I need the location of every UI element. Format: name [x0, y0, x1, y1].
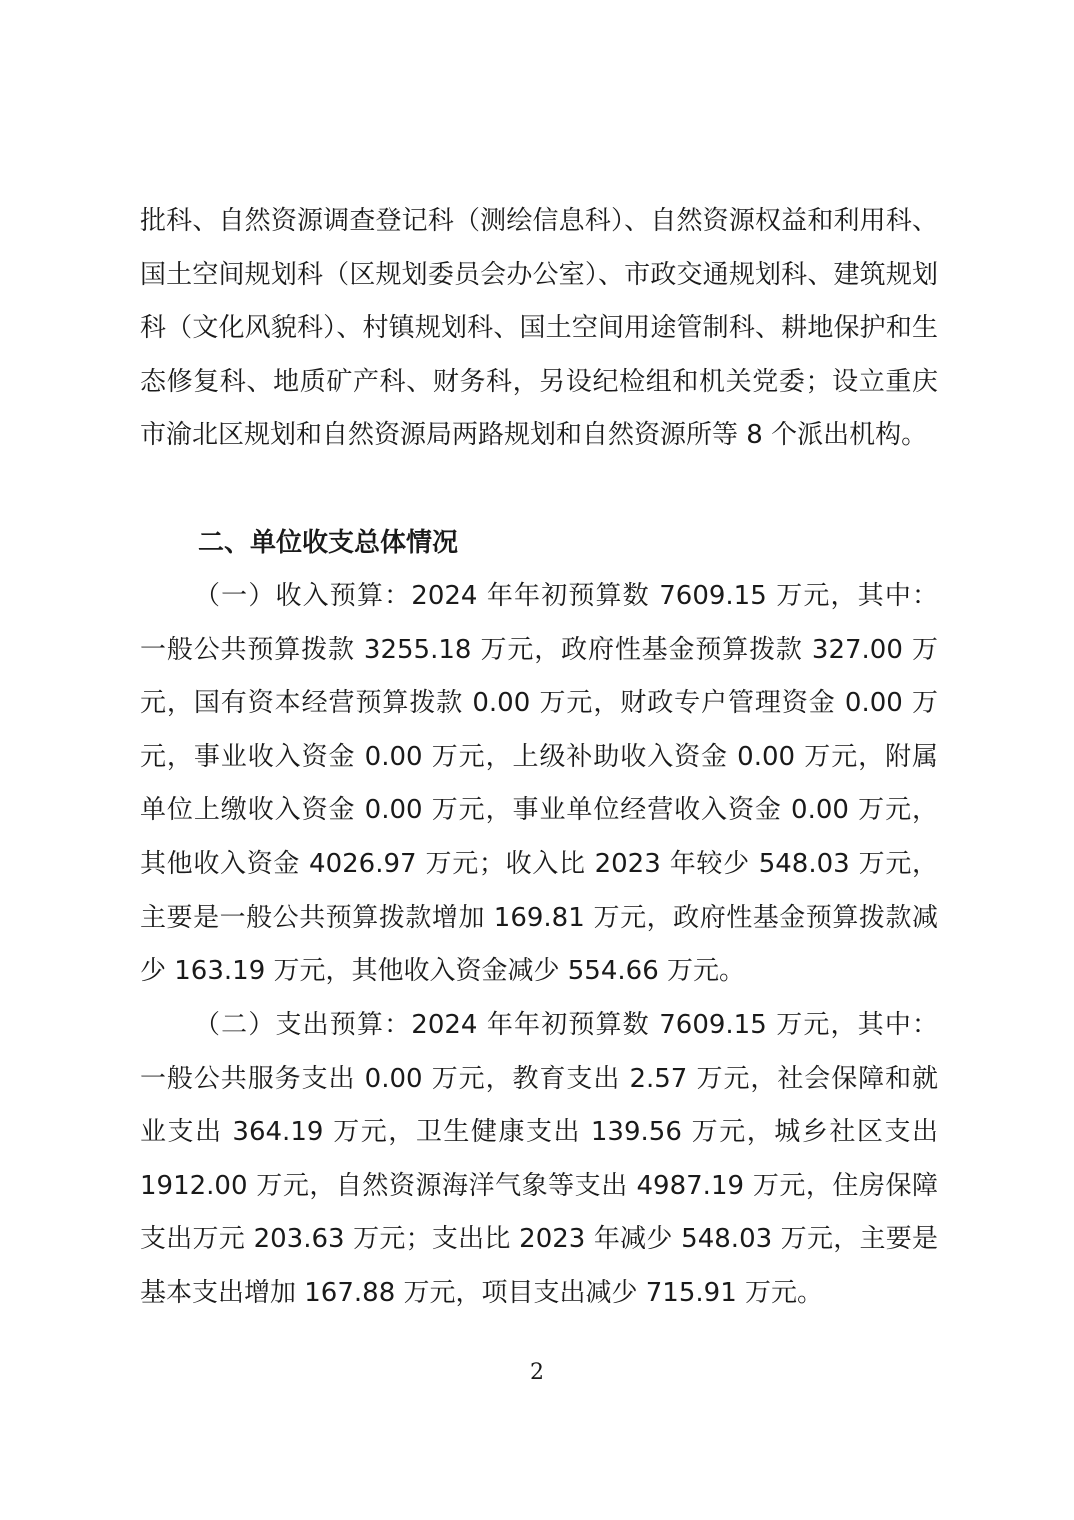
page-number: 2: [530, 1360, 544, 1385]
paragraph-expenditure-budget: （二）支出预算：2024 年年初预算数 7609.15 万元，其中：一般公共服务支出 0.00 万元，教育支出 2.57 万元，社会保障和就业支出 364.19 万元，卫生健康支出 139.56 万元，城乡社区支出 1912.00 万元，自然资源海洋气象等支出 4987.19 万元，住房保障支出万元 203.63 万元；支出比 2023 年减少 548.03 万元，主要是基本支出增加 167.88 万元，项目支出减少 715.91 万元。: [140, 1010, 938, 1308]
paragraph-departments: 批科、自然资源调查登记科（测绘信息科）、自然资源权益和利用科、国土空间规划科（区规划委员会办公室）、市政交通规划科、建筑规划科（文化风貌科）、村镇规划科、国土空间用途管制科、耕地保护和生态修复科、地质矿产科、财务科，另设纪检组和机关党委；设立重庆市渝北区规划和自然资源局两路规划和自然资源所等 8 个派出机构。: [140, 206, 938, 451]
paragraph-income-budget: （一）收入预算：2024 年年初预算数 7609.15 万元，其中：一般公共预算拨款 3255.18 万元，政府性基金预算拨款 327.00 万元，国有资本经营预算拨款 0.00 万元，财政专户管理资金 0.00 万元，事业收入资金 0.00 万元，上级补助收入资金 0.00 万元，附属单位上缴收入资金 0.00 万元，事业单位经营收入资金 0.00 万元，其他收入资金 4026.97 万元；收入比 2023 年较少 548.03 万元，主要是一般公共预算拨款增加 169.81 万元，政府性基金预算拨款减少 163.19 万元，其他收入资金减少 554.66 万元。: [140, 581, 938, 987]
section-heading: 二、单位收支总体情况: [198, 528, 459, 558]
